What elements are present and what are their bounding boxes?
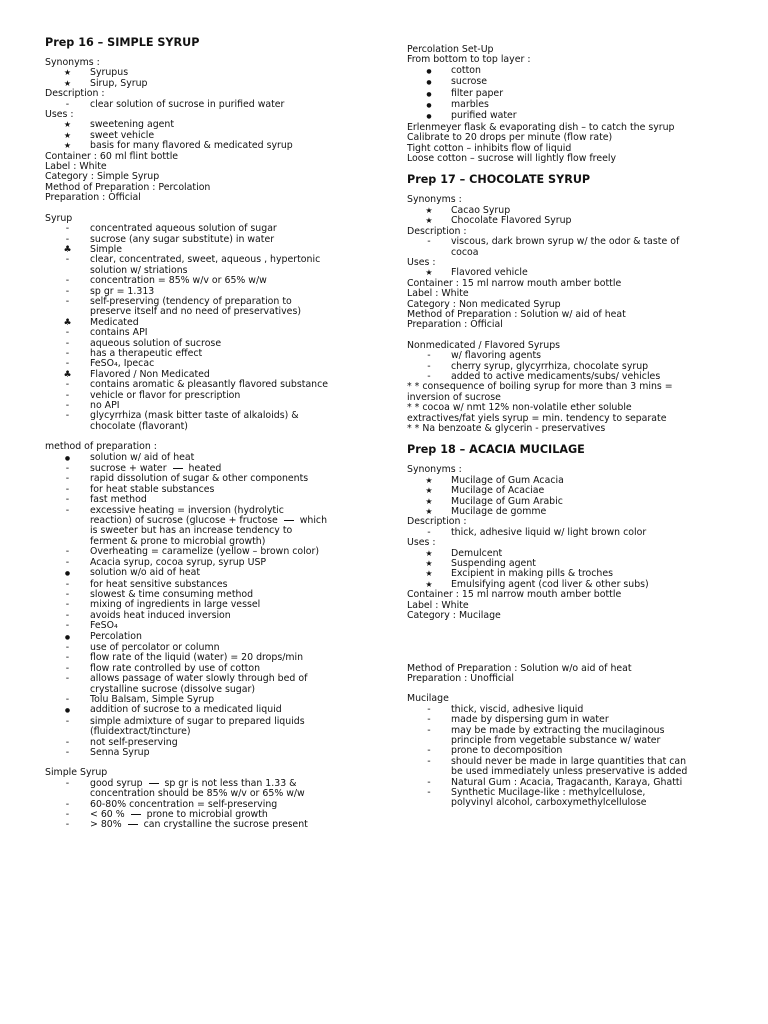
list-item-text: concentration = 85% w/v or 65% w/w — [90, 275, 267, 287]
synonyms-list — [407, 206, 727, 227]
star-bullet-icon — [407, 497, 451, 507]
mucilage-label: Mucilage — [407, 693, 449, 705]
list-item-text: Percolation — [90, 630, 142, 642]
list-item-text: Senna Syrup — [90, 747, 150, 758]
note-line: * * Na benzoate & glycerin - preservatives — [407, 423, 606, 434]
dash-marker — [45, 235, 90, 245]
prep17-title: Prep 17 – CHOCOLATE SYRUP — [407, 173, 591, 187]
dot-bullet-icon — [407, 100, 451, 111]
list-item-text: Mucilage of Acaciae — [451, 485, 545, 497]
arrow-icon — [173, 468, 183, 469]
list-item — [407, 726, 727, 747]
list-item — [45, 328, 370, 338]
note-line: inversion of sucrose — [407, 391, 501, 403]
list-item — [45, 255, 370, 276]
description-item — [407, 237, 727, 258]
category-line: Category : Non medicated Syrup — [407, 298, 561, 310]
list-item-text: thick, viscid, adhesive liquid — [451, 703, 584, 715]
category-line: Category : Mucilage — [407, 610, 501, 622]
list-item-text: rapid dissolution of sugar & other components — [90, 473, 309, 485]
list-item-text: may be made by extracting the mucilaginous principle from vegetable substance w/ water — [451, 724, 665, 746]
synonyms-label: Synonyms : — [45, 57, 100, 68]
dash-marker — [407, 237, 451, 247]
category-line: Category : Simple Syrup — [45, 171, 160, 183]
list-item-text: contains API — [90, 327, 148, 339]
list-item — [45, 411, 370, 432]
list-item-text: Cacao Syrup — [451, 204, 511, 216]
list-item-text: Mucilage of Gum Arabic — [451, 495, 563, 507]
list-item-text: made by dispersing gum in water — [451, 714, 609, 726]
list-item — [45, 276, 370, 286]
dash-marker — [407, 788, 451, 798]
dot-bullet-icon — [45, 568, 90, 579]
list-item — [45, 568, 370, 579]
arrow-icon — [128, 824, 138, 825]
layers-list — [407, 66, 727, 123]
container-line: Container : 15 ml narrow mouth amber bottle — [407, 277, 622, 289]
description-item — [407, 528, 727, 538]
dash-marker — [407, 757, 451, 767]
list-item-text: Mucilage of Gum Acacia — [451, 474, 564, 486]
list-item-text: Simple — [90, 243, 123, 255]
list-item-text: self-preserving (tendency of preparation to preserve itself and no need of preservatives) — [90, 295, 301, 318]
preparation-line: Preparation : Unofficial — [407, 672, 514, 684]
dash-marker — [45, 411, 90, 421]
dot-bullet-icon — [407, 89, 451, 100]
uses-label: Uses : — [45, 109, 74, 121]
container-line: Container : 15 ml narrow mouth amber bottle — [407, 589, 622, 601]
list-item-text: simple admixture of sugar to prepared liquids (fluidextract/tincture) — [90, 715, 305, 738]
list-item-text: 60-80% concentration = self-preserving — [90, 798, 278, 810]
list-item-text: no API — [90, 400, 120, 411]
list-item-text: concentrated aqueous solution of sugar — [90, 223, 277, 235]
list-item-text: Mucilage de gomme — [451, 506, 547, 518]
dash-marker — [45, 276, 90, 286]
dash-marker — [45, 359, 90, 369]
star-bullet-icon — [407, 476, 451, 486]
list-item — [407, 757, 727, 778]
list-item — [45, 748, 370, 758]
arrow-icon — [149, 783, 159, 784]
list-item-text: Emulsifying agent (cod liver & other subs) — [451, 578, 649, 590]
list-item-text: flow rate controlled by use of cotton — [90, 662, 261, 674]
list-item-text: Flavored vehicle — [451, 267, 528, 279]
description-text: thick, adhesive liquid w/ light brown color — [451, 526, 647, 538]
chocolate-notes — [407, 382, 727, 434]
list-item-text: use of percolator or column — [90, 641, 220, 653]
star-bullet-icon — [407, 559, 451, 569]
dash-marker — [407, 351, 451, 361]
list-item-text: addition of sucrose to a medicated liquid — [90, 704, 282, 716]
list-item-text: basis for many flavored & medicated syrup — [90, 140, 293, 152]
list-item-text: > 80% can crystalline the sucrose present — [90, 819, 308, 831]
star-bullet-icon — [407, 486, 451, 496]
list-item-text: marbles — [451, 99, 489, 111]
note-line: * * consequence of boiling syrup for more than 3 mins = — [407, 381, 673, 393]
list-item-text: Demulcent — [451, 547, 503, 559]
list-item-text: allows passage of water slowly through bed of crystalline sucrose (dissolve sugar) — [90, 673, 308, 695]
method-line: Method of Preparation : Solution w/o aid of heat — [407, 662, 632, 674]
dash-marker — [45, 717, 90, 727]
dash-marker — [45, 674, 90, 684]
list-item-text: vehicle or flavor for prescription — [90, 389, 241, 401]
list-item-text: clear, concentrated, sweet, aqueous , hypertonic solution w/ striations — [90, 254, 321, 276]
preparation-line: Preparation : Official — [45, 192, 141, 204]
list-item — [45, 297, 370, 318]
note-line: extractives/fat yiels syrup = min. tendency to separate — [407, 412, 667, 424]
list-item-text: < 60 % prone to microbial growth — [90, 809, 268, 821]
list-item-text: sucrose — [451, 76, 488, 88]
list-item — [45, 506, 370, 548]
list-item-text: glycyrrhiza (mask bitter taste of alkaloids) & chocolate (flavorant) — [90, 410, 299, 432]
list-item-text: sweetening agent — [90, 119, 175, 131]
arrow-icon — [131, 814, 141, 815]
list-item — [45, 820, 370, 830]
list-item-text: slowest & time consuming method — [90, 588, 254, 600]
description-text: viscous, dark brown syrup w/ the odor & taste of — [451, 236, 680, 248]
nonmedicated-label: Nonmedicated / Flavored Syrups — [407, 339, 561, 351]
preparation-line: Preparation : Official — [407, 319, 503, 331]
dash-marker — [45, 695, 90, 705]
list-item — [45, 224, 370, 234]
dash-marker — [45, 255, 90, 265]
list-item — [45, 717, 370, 738]
dot-bullet-icon — [407, 77, 451, 88]
list-item-text: fast method — [90, 494, 147, 506]
star-bullet-icon — [45, 120, 90, 130]
list-item-text: mixing of ingredients in large vessel — [90, 599, 261, 611]
list-item-text: w/ flavoring agents — [451, 350, 542, 362]
star-bullet-icon — [407, 206, 451, 216]
list-item-text: sucrose + water heated — [90, 463, 222, 475]
list-item-text: Syrupus — [90, 67, 129, 79]
uses-label: Uses : — [407, 537, 436, 549]
list-item — [45, 779, 370, 800]
syrup-list — [45, 224, 370, 432]
list-item-text: solution w/ aid of heat — [90, 451, 195, 463]
arrow-icon — [284, 520, 294, 521]
star-bullet-icon — [45, 68, 90, 78]
simple-syrup-label: Simple Syrup — [45, 767, 108, 779]
star-bullet-icon — [407, 569, 451, 579]
synonyms-label: Synonyms : — [407, 194, 462, 206]
list-item-text: Acacia syrup, cocoa syrup, syrup USP — [90, 556, 267, 568]
list-item-text: sucrose (any sugar substitute) in water — [90, 233, 275, 245]
note-line: Calibrate to 20 drops per minute (flow rate) — [407, 132, 613, 144]
list-item-text: Sirup, Syrup — [90, 77, 148, 89]
synonyms-label: Synonyms : — [407, 464, 462, 476]
uses-label: Uses : — [407, 256, 436, 268]
mucilage-list — [407, 705, 727, 809]
layer-order-label: From bottom to top layer : — [407, 54, 531, 66]
list-item-text: Suspending agent — [451, 558, 536, 570]
list-item-text: added to active medicaments/subs/ vehicles — [451, 370, 661, 382]
label-line: Label : White — [407, 288, 469, 300]
synonyms-list — [45, 68, 370, 89]
dash-marker — [45, 820, 90, 830]
uses-list — [407, 549, 727, 591]
label-line: Label : White — [407, 599, 469, 611]
list-item-text: Synthetic Mucilage-like : methylcellulose, polyvinyl alcohol, carboxymethylcellulose — [451, 786, 647, 809]
list-item-text: filter paper — [451, 87, 504, 99]
label-line: Label : White — [45, 161, 107, 173]
list-item-text: contains aromatic & pleasantly flavored substance — [90, 379, 329, 391]
dot-bullet-icon — [407, 66, 451, 77]
list-item-text: sp gr = 1.313 — [90, 285, 155, 297]
method-of-preparation-label: method of preparation : — [45, 441, 157, 453]
description-label: Description : — [407, 516, 467, 528]
list-item — [45, 674, 370, 695]
dash-marker — [45, 621, 90, 631]
list-item-text: for heat stable substances — [90, 483, 215, 495]
list-item-text: Flavored / Non Medicated — [90, 368, 210, 380]
uses-list — [45, 120, 370, 151]
star-bullet-icon — [407, 549, 451, 559]
list-item-text: purified water — [451, 110, 517, 122]
prep18-title: Prep 18 – ACACIA MUCILAGE — [407, 443, 585, 457]
syrup-label: Syrup — [45, 212, 73, 224]
list-item-text: cotton — [451, 64, 481, 76]
dash-marker — [45, 297, 90, 307]
method-list — [45, 453, 370, 759]
list-item-text: cherry syrup, glycyrrhiza, chocolate syrup — [451, 360, 649, 372]
right-column — [407, 45, 727, 809]
synonyms-list — [407, 476, 727, 518]
dash-marker — [407, 715, 451, 725]
list-item-text: for heat sensitive substances — [90, 578, 228, 590]
list-item — [45, 621, 370, 631]
percolation-setup-label: Percolation Set-Up — [407, 44, 494, 55]
prep16-title: Prep 16 – SIMPLE SYRUP — [45, 36, 200, 49]
list-item-text: sweet vehicle — [90, 129, 155, 141]
list-item-text: FeSO₄, Ipecac — [90, 358, 155, 370]
description-text: cocoa — [451, 246, 479, 258]
list-item-text: prone to decomposition — [451, 745, 563, 757]
list-item-text: solution w/o aid of heat — [90, 567, 201, 579]
list-item-text: should never be made in large quantities that can be used immediately unless preservative is added — [451, 755, 688, 778]
nonmedicated-list — [407, 351, 727, 382]
dash-marker — [45, 748, 90, 758]
list-item-text: has a therapeutic effect — [90, 347, 203, 359]
list-item-text: Medicated — [90, 316, 139, 328]
list-item-text: aqueous solution of sucrose — [90, 337, 222, 349]
simple-syrup-list — [45, 779, 370, 831]
percolation-notes — [407, 123, 727, 165]
dash-marker — [45, 224, 90, 234]
container-line: Container : 60 ml flint bottle — [45, 150, 179, 162]
list-item — [407, 788, 727, 809]
left-column — [45, 36, 370, 831]
list-item-text: FeSO₄ — [90, 620, 118, 632]
dash-marker — [45, 506, 90, 516]
list-item-text: not self-preserving — [90, 736, 178, 748]
list-item-text: Tolu Balsam, Simple Syrup — [90, 693, 215, 705]
list-item-text: flow rate of the liquid (water) = 20 drops/min — [90, 652, 304, 664]
method-line: Method of Preparation : Percolation — [45, 181, 211, 193]
list-item-text: Natural Gum : Acacia, Tragacanth, Karaya, Ghatti — [451, 776, 683, 788]
method-line: Method of Preparation : Solution w/ aid of heat — [407, 308, 626, 320]
description-label: Description : — [407, 225, 467, 237]
dash-marker — [407, 726, 451, 736]
list-item-text: avoids heat induced inversion — [90, 609, 231, 621]
list-item-text: Excipient in making pills & troches — [451, 568, 614, 580]
note-line: Loose cotton – sucrose will lightly flow freely — [407, 153, 617, 165]
star-bullet-icon — [45, 131, 90, 141]
list-item — [407, 715, 727, 725]
dash-marker — [45, 328, 90, 338]
dash-marker — [45, 779, 90, 789]
note-line: Tight cotton – inhibits flow of liquid — [407, 142, 572, 154]
list-item — [407, 77, 727, 88]
list-item — [407, 351, 727, 361]
description-text: clear solution of sucrose in purified water — [90, 98, 285, 110]
list-item-text: Chocolate Flavored Syrup — [451, 215, 572, 227]
list-item-text: good syrup sp gr is not less than 1.33 & concentration should be 85% w/v or 65% w/w — [90, 777, 305, 800]
description-label: Description : — [45, 88, 105, 100]
list-item-text: excessive heating = inversion (hydrolytic reaction) of sucrose (glucose + fructose which is sweeter but has an increase tendency to ferment & prone to microbial growth) — [90, 504, 328, 547]
note-line: * * cocoa w/ nmt 12% non-volatile ether soluble — [407, 402, 632, 414]
dash-marker — [45, 558, 90, 568]
list-item-text: Overheating = caramelize (yellow – brown color) — [90, 546, 320, 558]
note-line: Erlenmeyer flask & evaporating dish – to catch the syrup — [407, 121, 675, 133]
description-item — [45, 100, 370, 110]
